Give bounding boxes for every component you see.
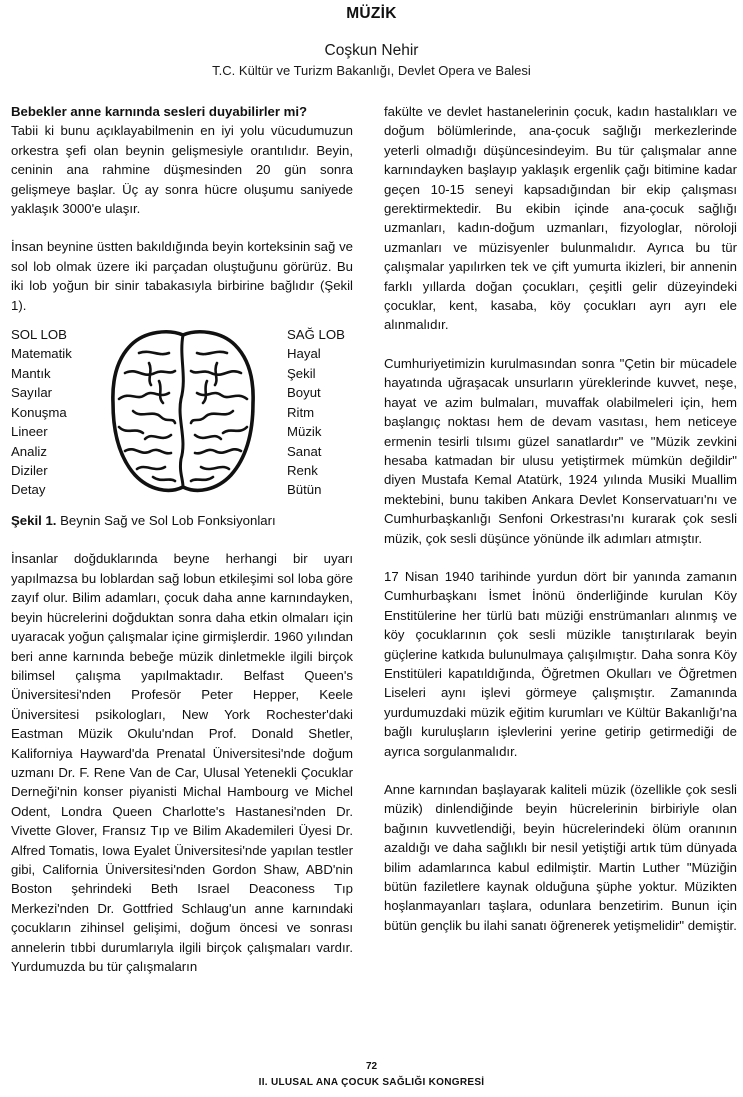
paragraph-ataturk: Cumhuriyetimizin kurulmasından sonra "Çetin bir mücadele hayatında uğraşacak unsurların yüreklerinde kuvvet, neşe, hayat ve azim bulmaları, muvaffak olabilmeleri için, hem başlangıç noktası hem de devam vasıtası, hem neticeye ermenin tesirli tılsımı güzel sanatlardır" ve "Müzik zevkini hesaba katmadan bir ulusu yetiştirmek mümkün değildir" diyen Mustafa Kemal Atatürk, 1924 yılında Musiki Muallim mektebini, bunu takiben Ankara Devlet Konservatuarı'nı ve Cumhurbaşkanlığı Senfoni Orkestrası'nı kurarak çok sesli müzik, çok sesli düşünce yönünde ilk adımları atmıştır. xyxy=(384,355,737,546)
author-name: Coşkun Nehir xyxy=(324,42,419,59)
paragraph-martin-luther: Anne karnından başlayarak kaliteli müzik (özellikle çok sesli müzik) dinlendiğinde beyin hücrelerinin birbiriyle olan bağının kuvvetlendiği, beyin hücrelerindeki ölüm oranının azaldığı ve daha sağlıklı bir nesil yetiştiği artık tüm dünyada bilim adamlarınca kabul edilmiştir. Martin Luther "Müziğin bütün faziletlere kaynak olduğuna şüphe yoktur. Müzikten hoşlanmayanları taşlara, odunlara benzetirim. Bunun için bütün gençlik bu ilahi sanatı öğrenerek yetişmelidir" demiştir. xyxy=(384,782,737,933)
left-lobe-item: Lineer xyxy=(11,424,48,440)
page-title: MÜZİK xyxy=(346,5,397,22)
paragraph-brain-lobes: İnsan beynine üstten bakıldığında beyin korteksinin sağ ve sol lob olmak üzere iki parçadan oluştuğunu görürüz. Bu iki lob yoğun bir sinir tabakasıyla birbirine bağlıdır (Şekil 1). xyxy=(11,239,353,313)
section-question: Bebekler anne karnında sesleri duyabilirler mi? xyxy=(11,104,308,119)
figure-brain-lobes xyxy=(11,325,353,503)
left-lobe-item: Mantık xyxy=(11,365,51,381)
right-lobe-item: Sanat xyxy=(287,443,322,459)
right-lobe-list xyxy=(287,325,345,500)
right-column xyxy=(384,102,737,935)
page-number: 72 xyxy=(365,1061,378,1072)
left-column xyxy=(11,102,353,976)
right-lobe-item: Şekil xyxy=(287,365,316,381)
paragraph-team-work: fakülte ve devlet hastanelerinin çocuk, kadın hastalıkları ve doğum bölümlerinde, ana-çocuk sağlığı merkezlerinde yeterli olmadığı düşüncesindeyim. Bu tür çalışmalar anne karnındayken başlayıp yaklaşık ergenlik çağı bitimine kadar geçen 10-15 seneyi kapsadığından bir ekip çalışması gerektirmektedir. Bu ekibin içinde ana-çocuk sağlığı uzmanları, kadın-doğum uzmanları, fizyologlar, nöroloji uzmanları ve müzisyenler bulunmalıdır. Ayrıca bu tür çalışmalar yapılırken tek ve çift yumurta ikizleri, bir annenin farklı yıllarda doğan çocukları, çeşitli gelir düzeyindeki çocuklar, kent, kasaba, köy çocukları ayrı ayrı ele alınmalıdır. xyxy=(384,104,737,333)
right-lobe-item: Boyut xyxy=(287,385,321,401)
left-lobe-item: Sayılar xyxy=(11,385,53,401)
conference-footer: II. ULUSAL ANA ÇOCUK SAĞLIĞI KONGRESİ xyxy=(258,1077,485,1088)
paragraph-village-institutes: 17 Nisan 1940 tarihinde yurdun dört bir yanında zamanın Cumhurbaşkanı İsmet İnönü önderliğinde kurulan Köy Enstitülerine her türlü batı müziği enstrümanları alınmış ve köy çocuklarının çok sesli müzikle tanıştırılarak beyin güçlerine katkıda bulunulmaya çalışılmıştır. Daha sonra Köy Enstitüleri kapatıldığında, Öğretmen Okulları ve Öğretmen Liseleri aynı işlevi görmeye çalışmıştır. Zamanında yurdumuzdaki müzik eğitim kurumları ve Kültür Bakanlığı'na bağlı kuruluşların işlevlerini yerine getirip getirmediği de ayrıca sorgulanmalıdır. xyxy=(384,568,737,759)
left-lobe-item: Analiz xyxy=(11,443,47,459)
right-lobe-item: Bütün xyxy=(287,482,322,498)
figure-caption-label: Şekil 1. xyxy=(11,513,57,529)
figure-caption xyxy=(11,511,353,530)
left-lobe-item: Matematik xyxy=(11,346,72,362)
left-lobe-item: Detay xyxy=(11,482,46,498)
paragraph-research: İnsanlar doğduklarında beyne herhangi bir uyarı yapılmazsa bu loblardan sağ lobun etkileşimi sol loba göre zayıf olur. Bilim adamları, çocuk daha anne karnındayken, beyin hücrelerini doğduktan sonra daha etkin olmaları için uyaracak yoğun çalışmalar içine girmişlerdir. 1960 yılından beri anne karnında bebeğe müzik dinletmekle ilgili birçok bilimsel çalışma yapılmaktadır. Belfast Queen's Üniversitesi'nden Profesör Peter Hepper, Keele Üniversitesi psikologları, New York Rochester'daki Eastman Müzik Okulu'ndan Prof. Donald Shetler, Kaliforniya Hayward'da Prenatal Üniversitesi'nde doğum uzmanı Dr. F. Rene Van de Car, Ulusal Yetenekli Çocuklar Derneği'nin konser piyanisti Michal Hambourg ve Michel Odent, Londra Queen Charlotte's Hastanesi'nden Dr. Vivette Glover, Fransız Tıp ve Bilim Akademileri Üyesi Dr. Alfred Tomatis, Iowa Eyalet Üniversitesi'nde yapılan testler gibi, California Üniversitesi'nden Gordon Shaw, ABD'nin Boston şehrindeki Beth Israel Deaconess Tıp Merkezi'nden Dr. Gottfried Schlaug'un anne karnındaki çocukların zihinsel gelişimi, doğum öncesi ve sonrası annelerin tıbbi durumlarıyla ilgili birçok çalışmaları vardır. Yurdumuzda bu tür çalışmaların xyxy=(11,551,353,974)
right-lobe-item: Renk xyxy=(287,462,318,478)
left-lobe-list xyxy=(11,325,72,500)
left-lobe-heading: SOL LOB xyxy=(11,327,67,343)
left-lobe-item: Diziler xyxy=(11,462,48,478)
right-lobe-item: Müzik xyxy=(287,424,322,440)
paragraph-brain-development: Tabii ki bunu açıklayabilmenin en iyi yolu vücudumuzun orkestra şefi olan beynin gelişmesiyle orantılıdır. Beyin, ceninin ana rahmine düşmesinden 20 gün sonra gelişmeye başlar. Üç ay sonra hücre oluşumu saniyede yaklaşık 3000'e ulaşır. xyxy=(11,123,353,217)
figure-caption-text: Beynin Sağ ve Sol Lob Fonksiyonları xyxy=(56,513,276,529)
right-lobe-item: Hayal xyxy=(287,346,321,362)
left-lobe-item: Konuşma xyxy=(11,404,67,420)
right-lobe-heading: SAĞ LOB xyxy=(287,327,345,343)
author-affiliation: T.C. Kültür ve Turizm Bakanlığı, Devlet Opera ve Balesi xyxy=(212,63,531,78)
right-lobe-item: Ritm xyxy=(287,404,315,420)
brain-top-view-icon xyxy=(109,327,257,497)
